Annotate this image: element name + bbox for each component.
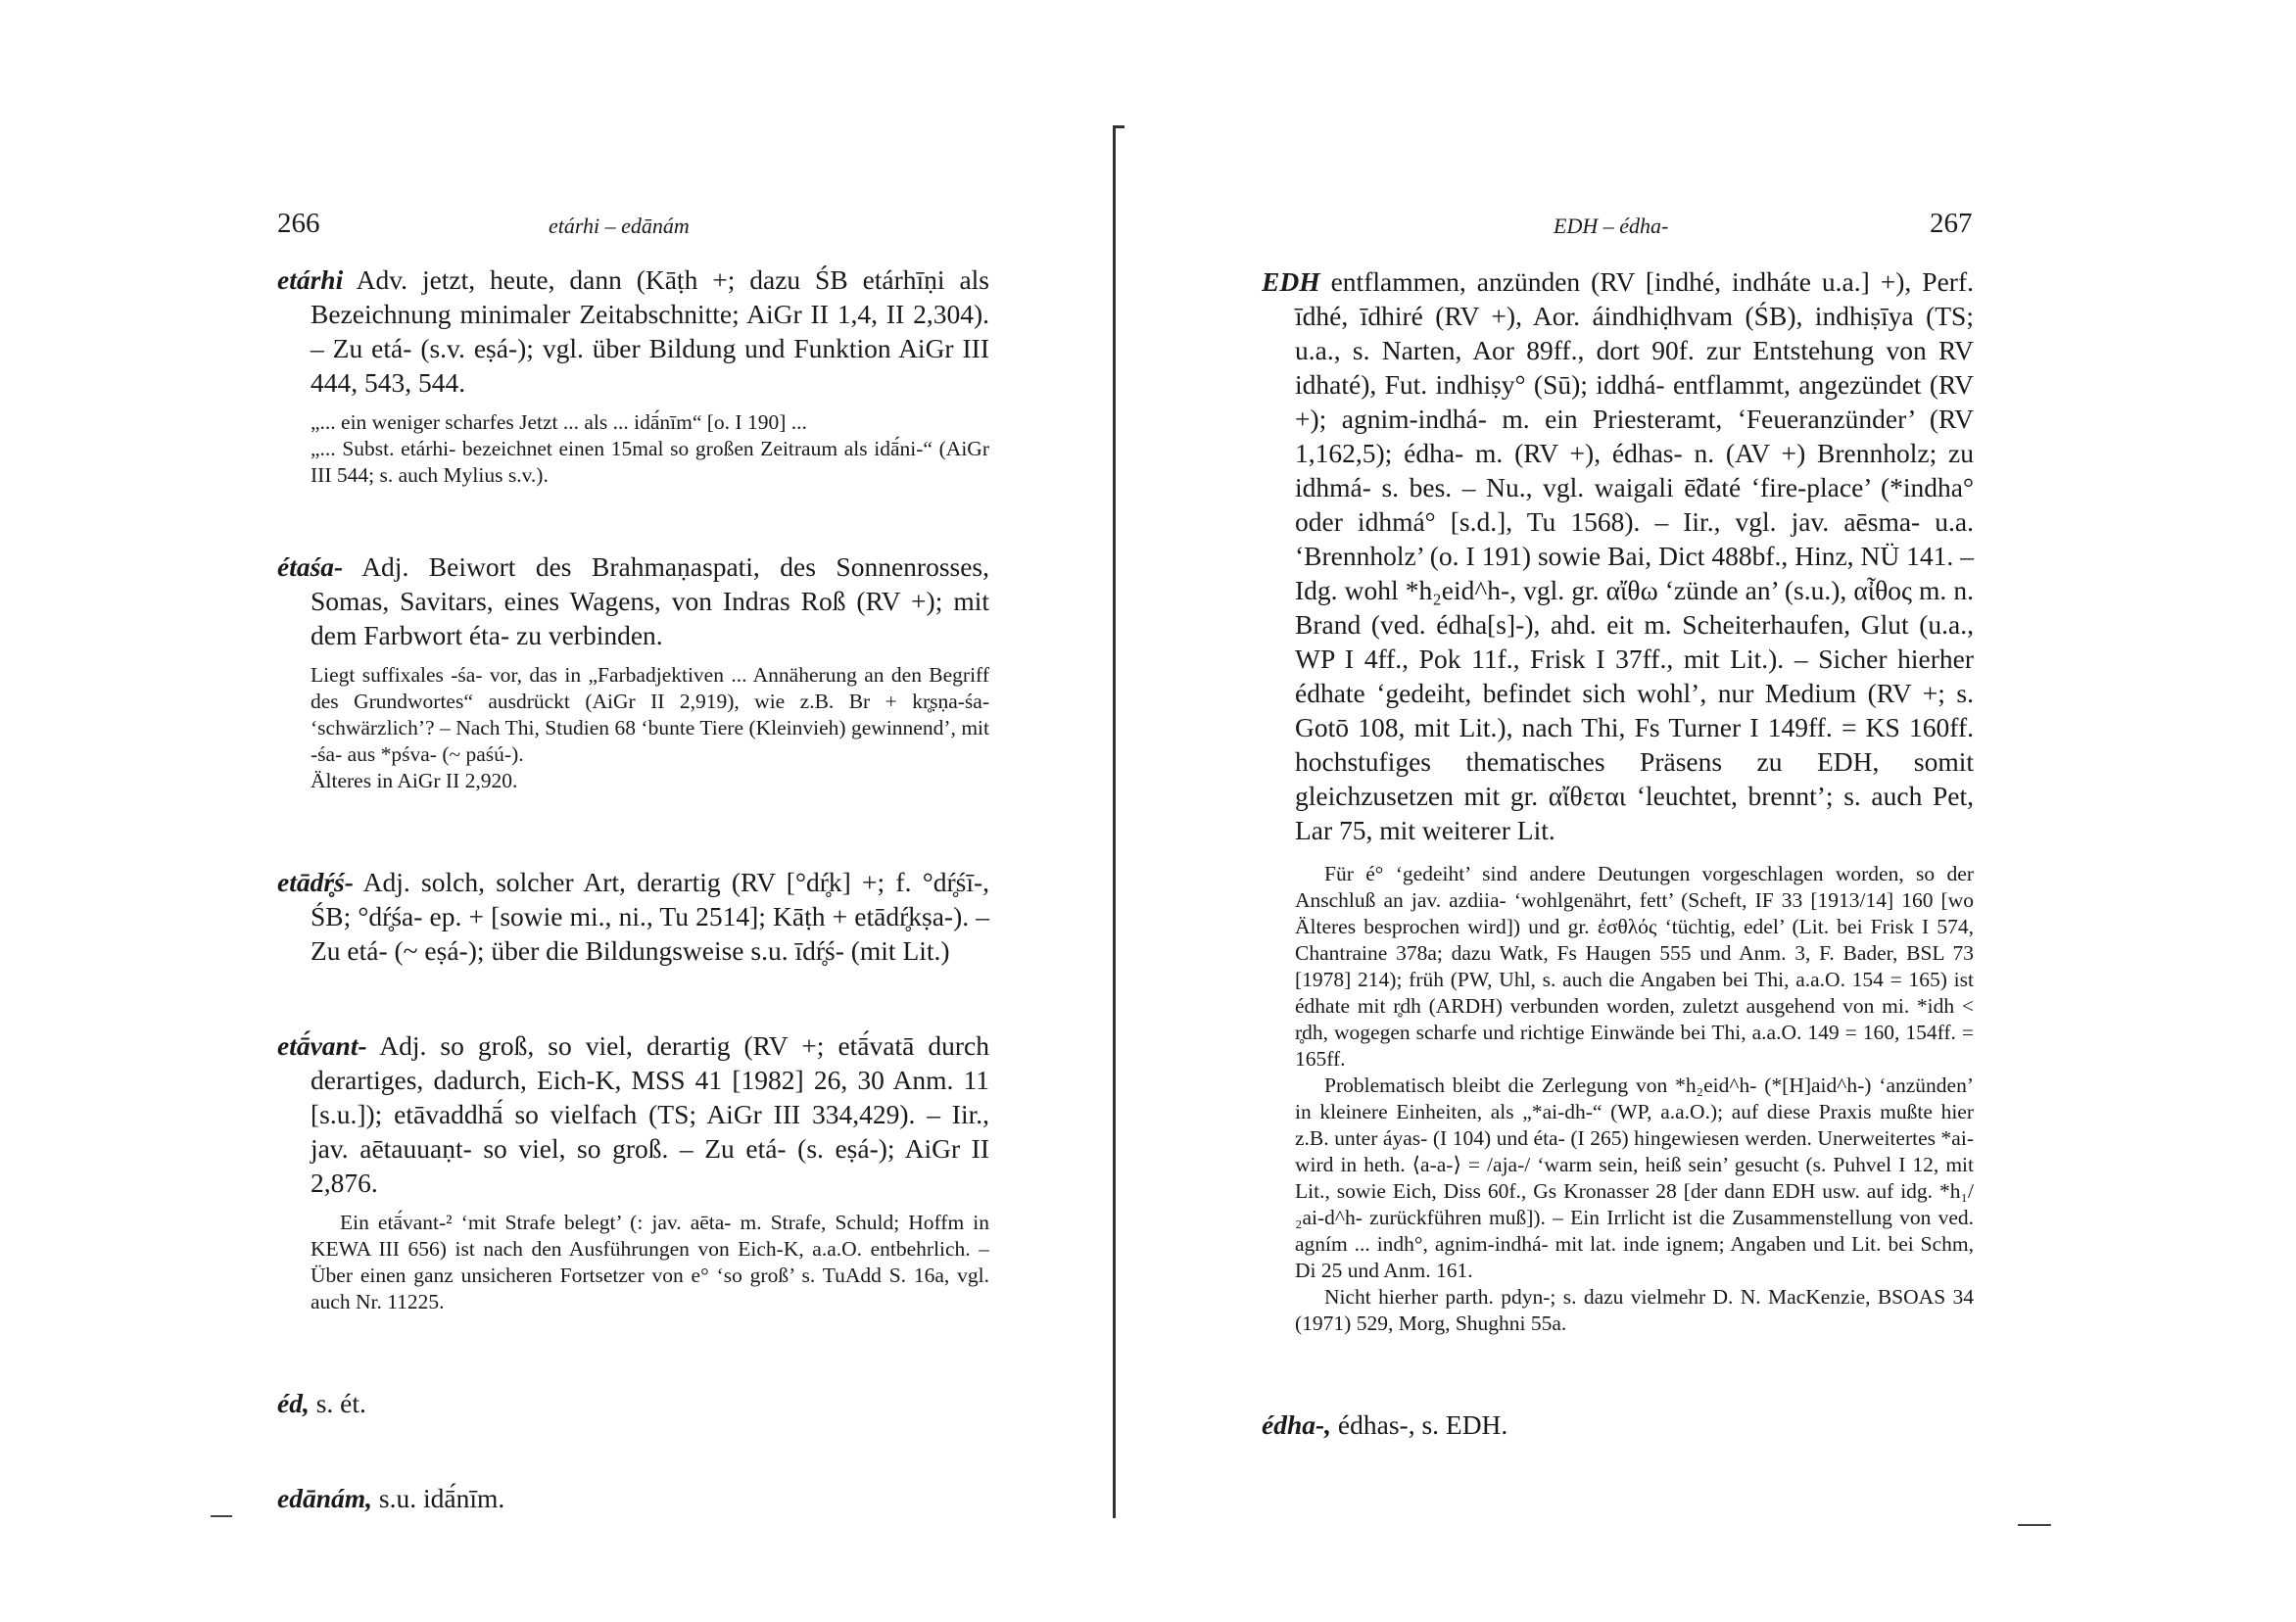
page-number: 266 [277,208,320,239]
entry-lemma: EDH [1262,266,1320,297]
dictionary-entry [277,1481,989,1515]
note-paragraph: „... Subst. etárhi- bezeichnet einen 15mal so großen Zeitraum als idā́ni-“ (AiGr III 544; s. auch Mylius s.v.). [311,437,989,487]
dictionary-entry [277,262,989,400]
entry-lemma: etādŕ̥ś- [277,867,354,897]
entry-text: Adv. jetzt, heute, dann (Kāṭh +; dazu ŚB etárhīṇi als Bezeichnung minimaler Zeitabschnitte; AiGr II 1,4, II 2,304). – Zu etá- (s.v. eṣá-); vgl. über Bildung und Funktion AiGr III 444, 543, 544. [311,264,989,398]
note-paragraph: „... ein weniger scharfes Jetzt ... als ... idā́nīm“ [o. I 190] ... [311,410,807,434]
entry-note [277,662,989,794]
entry-lemma: étaśa- [277,551,344,582]
note-paragraph: Ein etā́vant-² ‘mit Strafe belegt’ (: jav. aēta- m. Strafe, Schuld; Hoffm in KEWA III 656) ist nach den Ausführungen von Eich-K, a.a.O. entbehrlich. – Über einen ganz unsicheren Fortsetzer von e° ‘so groß’ s. TuAdd S. 16a, vgl. auch Nr. 11225. [311,1211,989,1313]
running-head: EDH – édha- [1554,214,1669,238]
entry-note [277,1210,989,1315]
entry-note [1262,861,1974,1337]
entry-lemma: éd, [277,1388,310,1418]
left-column [277,262,989,1515]
margin-mark [2018,1524,2051,1526]
note-paragraph: Älteres in AiGr II 2,920. [311,769,518,792]
dictionary-entry [277,865,989,968]
note-paragraph: Für é° ‘gedeiht’ sind andere Deutungen vorgeschlagen worden, so der Anschluß an jav. azdiia- ‘wohlgenährt, fett’ (Scheft, IF 33 [1913/14] 160 [wo Älteres besprochen wird]) und gr. ἐσθλός ‘tüchtig, edel’ (Lit. bei Frisk I 574, Chantraine 378a; dazu Watk, Fs Haugen 555 und Anm. 3, F. Bader, BSL 73 [1978] 214); früh (PW, Uhl, s. auch die Angaben bei Thi, a.a.O. 154 = 165) ist édhate mit r̥dh (ARDH) verbunden worden, zuletzt ausgehend von mi. *idh < r̥dh, wogegen scharfe und richtige Einwände bei Thi, a.a.O. 149 = 160, 154ff. = 165ff. [1295,862,1974,1071]
entry-text: Adj. Beiwort des Brahmaṇaspati, des Sonnenrosses, Somas, Savitars, eines Wagens, von Indras Roß (RV +); mit dem Farbwort éta- zu verbinden. [311,551,990,650]
margin-mark [211,1515,232,1517]
dictionary-entry [277,1028,989,1200]
dictionary-entry [1262,1407,1974,1442]
entry-note [277,409,989,489]
right-page [1117,0,2296,1622]
running-head: etárhi – edānám [549,214,690,238]
note-paragraph: Nicht hierher parth. pdyn-; s. dazu vielmehr D. N. MacKenzie, BSOAS 34 (1971) 529, Morg, Shughni 55a. [1295,1285,1974,1335]
entry-text: Adj. so groß, so viel, derartig (RV +; etā́vatā durch derartiges, dadurch, Eich-K, MSS 41 [1982] 26, 30 Anm. 11 [s.u.]); etāvaddhā́ so vielfach (TS; AiGr III 334,429). – Iir., jav. aētauuaṇt- so viel, so groß. – Zu etá- (s. eṣá-); AiGr II 2,876. [311,1030,989,1198]
entry-text: Adj. solch, solcher Art, derartig (RV [°dŕ̥k] +; f. °dŕ̥śī-, ŚB; °dŕ̥śa- ep. + [sowie mi., ni., Tu 2514]; Kāṭh + etādŕ̥kṣa-). – Zu etá- (~ eṣá-); über die Bildungsweise s.u. īdŕ̥ś- (mit Lit.) [311,867,989,966]
dictionary-entry [277,549,989,652]
entry-text: s.u. idā́nīm. [378,1483,505,1513]
entry-lemma: edānám, [277,1483,373,1513]
entry-text: entflammen, anzünden (RV [indhé, indháte u.a.] +), Perf. īdhé, īdhiré (RV +), Aor. áindhiḍhvam (ŚB), indhiṣīya (TS; u.a., s. Narten, Aor 89ff., dort 90f. zur Entstehung von RV idhaté), Fut. indhiṣy° (Sū); iddhá- entflammt, angezündet (RV +); agnim-indhá- m. ein Priesteramt, ‘Feueranzünder’ (RV 1,162,5); édha- m. (RV +), édhas- n. (AV +) Brennholz; zu idhmá- s. bes. – Nu., vgl. waigali ē̃daté ‘fire-place’ (*indha° oder idhmá° [s.d.], Tu 1568). – Iir., vgl. jav. aēsma- u.a. ‘Brennholz’ (o. I 191) sowie Bai, Dict 488bf., Hinz, NÜ 141. – Idg. wohl *h₂eid^h-, vgl. gr. αἴθω ‘zünde an’ (s.u.), αἶθος m. n. Brand (ved. édha[s]-), ahd. eit m. Scheiterhaufen, Glut (u.a., WP I 4ff., Pok 11f., Frisk I 37ff., mit Lit.). – Sicher hierher édhate ‘gedeiht, befindet sich wohl’, nur Medium (RV +; s. Gotō 108, mit Lit.), nach Thi, Fs Turner I 149ff. = KS 160ff. hochstufiges thematisches Präsens zu EDH, somit gleichzusetzen mit gr. αἴθεται ‘leuchtet, brennt’; s. auch Pet, Lar 75, mit weiterer Lit. [1295,266,1974,845]
right-header [1117,208,2296,247]
page-number: 267 [1930,208,1973,239]
entry-lemma: etárhi [277,264,344,295]
entry-text: s. ét. [315,1388,366,1418]
left-page [0,0,1117,1622]
entry-lemma: édha-, [1262,1409,1332,1440]
entry-lemma: etā́vant- [277,1030,367,1061]
dictionary-entry [1262,264,1974,847]
right-column [1262,264,1974,1442]
dictionary-entry [277,1386,989,1420]
left-header [0,208,1117,247]
entry-text: édhas-, s. EDH. [1337,1409,1508,1440]
note-paragraph: Problematisch bleibt die Zerlegung von *h₂eid^h- (*[H]aid^h-) ‘anzünden’ in kleinere Einheiten, als „*ai-dh-“ (WP, a.a.O.); auf diese Praxis mußte hier z.B. unter áyas- (I 104) und éta- (I 265) hingewiesen werden. Unerweitertes *ai- wird in heth. ⟨a-a-⟩ = /aja-/ ‘warm sein, heiß sein’ gesucht (s. Puhvel I 12, mit Lit., sowie Eich, Diss 60f., Gs Kronasser 28 [der dann EDH usw. auf idg. *h₁/₂ai-d^h- zurückführen muß]). – Ein Irrlicht ist die Zusammenstellung von ved. agním ... indh°, agnim-indhá- mit lat. inde ignem; Angaben und Lit. bei Schm, Di 25 und Anm. 161. [1295,1073,1974,1282]
note-paragraph: Liegt suffixales -śa- vor, das in „Farbadjektiven ... Annäherung an den Begriff des Grundwortes“ ausdrückt (AiGr II 2,919), wie z.B. Br + kr̥ṣṇa-śa- ‘schwärzlich’? – Nach Thi, Studien 68 ‘bunte Tiere (Kleinvieh) gewinnend’, mit -śa- aus *pśva- (~ paśú-). [311,663,989,766]
